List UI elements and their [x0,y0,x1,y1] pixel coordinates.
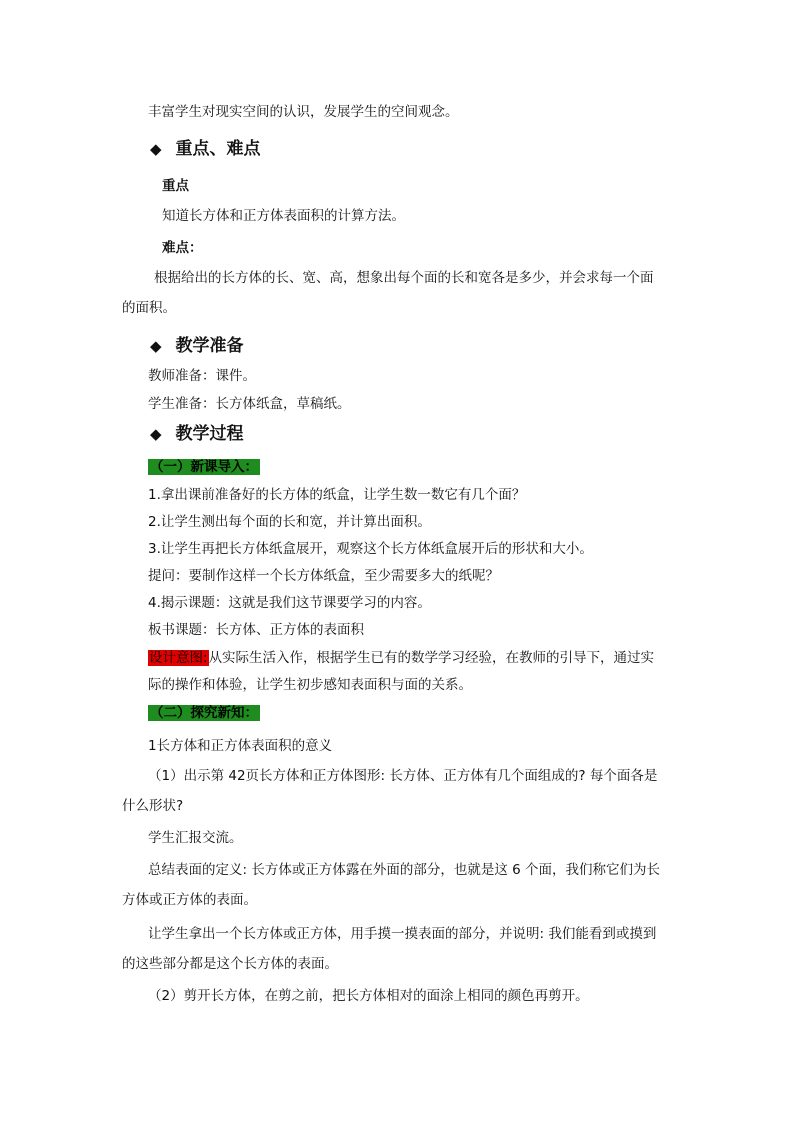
part2-label-line [148,703,260,723]
part2-p4-line-2: 的这些部分都是这个长方体的表面。 [122,956,338,972]
section-title: 重点、难点 [175,139,261,159]
section-heading-key-points [150,137,261,161]
intro-line: 丰富学生对现实空间的认识，发展学生的空间观念。 [148,104,459,120]
design-intent-line-2: 际的操作和体验，让学生初步感知表面积与面的关系。 [148,677,472,693]
diamond-bullet-icon: ◆ [150,140,162,158]
teacher-prep: 教师准备：课件。 [148,368,256,384]
part2-p5: （2）剪开长方体，在剪之前，把长方体相对的面涂上相同的颜色再剪开。 [148,988,589,1004]
design-intent-line-1 [148,648,654,668]
difficult-line-2: 的面积。 [122,300,176,316]
part2-p2: 学生汇报交流。 [148,830,243,846]
part1-label: （一）新课导入： [150,459,258,475]
part1-item: 板书课题：长方体、正方体的表面积 [148,622,364,638]
part1-label-line [148,457,260,477]
section-title: 教学过程 [175,424,244,444]
part2-p1-line-2: 什么形状? [122,798,184,814]
section-title: 教学准备 [175,336,244,356]
difficult-label: 难点： [162,240,203,256]
part1-item: 1.拿出课前准备好的长方体的纸盒，让学生数一数它有几个面？ [148,487,526,503]
part2-label: （二）探究新知： [150,705,258,721]
diamond-bullet-icon: ◆ [150,425,162,443]
part2-p1-line-1: （1）出示第 42页长方体和正方体图形: 长方体、正方体有几个面组成的? 每个面各是 [148,768,658,784]
part2-p4-line-1: 让学生拿出一个长方体或正方体，用手摸一摸表面的部分，并说明: 我们能看到或摸到 [148,926,657,942]
part1-item: 4.揭示课题：这就是我们这节课要学习的内容。 [148,595,431,611]
difficult-line-1: 根据给出的长方体的长、宽、高，想象出每个面的长和宽各是多少，并会求每一个面 [154,270,654,286]
part2-heading: 1长方体和正方体表面积的意义 [148,738,333,754]
part2-p3-line-2: 方体或正方体的表面。 [122,892,257,908]
key-label: 重点 [162,178,189,194]
design-intent-text: 从实际生活入作，根据学生已有的数学学习经验，在教师的引导下，通过实 [208,650,655,666]
diamond-bullet-icon: ◆ [150,337,162,355]
design-intent-label: 设计意图: [149,650,208,666]
section-heading-preparation [150,334,244,358]
key-text: 知道长方体和正方体表面积的计算方法。 [162,208,405,224]
part1-item: 2.让学生测出每个面的长和宽，并计算出面积。 [148,514,431,530]
part1-item: 提问：要制作这样一个长方体纸盒，至少需要多大的纸呢？ [148,568,499,584]
student-prep: 学生准备：长方体纸盒，草稿纸。 [148,396,351,412]
section-heading-process [150,422,244,446]
part1-item: 3.让学生再把长方体纸盒展开，观察这个长方体纸盒展开后的形状和大小。 [148,541,593,557]
part2-p3-line-1: 总结表面的定义: 长方体或正方体露在外面的部分，也就是这 6 个面，我们称它们为长 [148,862,661,878]
